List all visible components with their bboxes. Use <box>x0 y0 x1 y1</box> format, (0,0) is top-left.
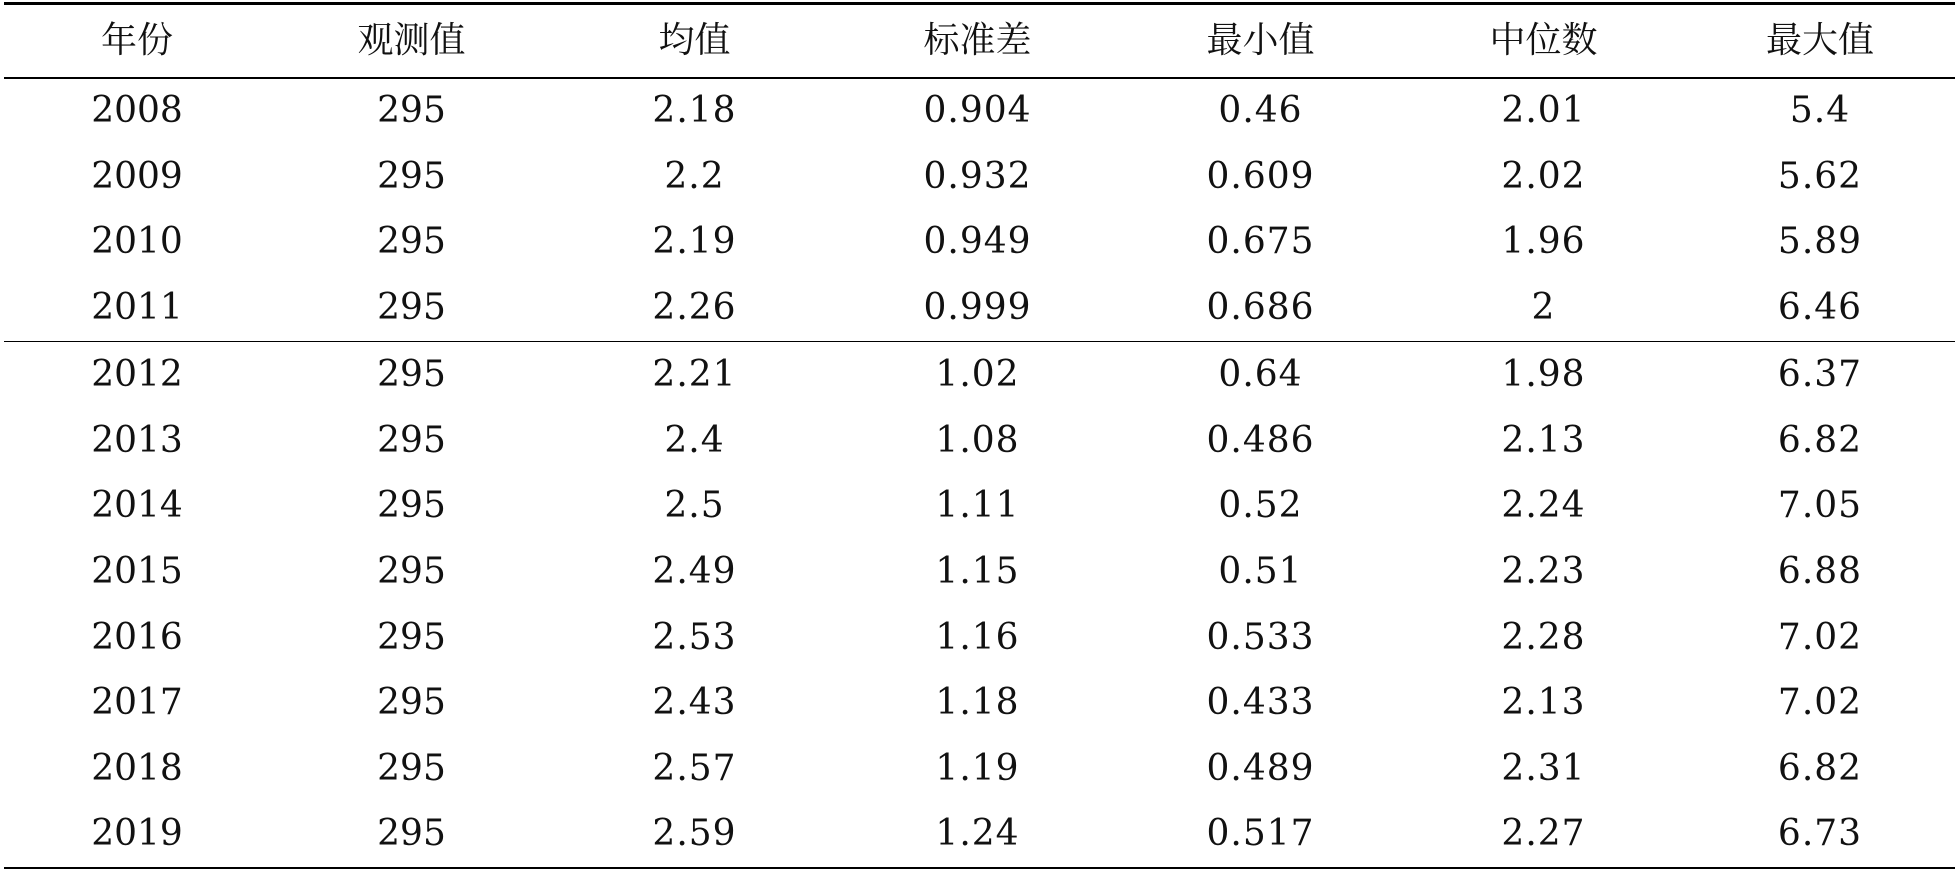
table-row <box>4 539 1955 605</box>
cell-mean: 2.5 <box>664 485 725 527</box>
cell-median: 1.96 <box>1501 221 1586 263</box>
cell-std-dev: 1.11 <box>935 485 1020 527</box>
cell-mean: 2.43 <box>652 682 737 724</box>
cell-median: 2.28 <box>1501 616 1586 658</box>
cell-std-dev: 1.08 <box>935 419 1020 461</box>
cell-year: 2018 <box>91 747 183 789</box>
cell-year: 2008 <box>91 90 183 132</box>
table-row <box>4 342 1955 408</box>
table-row <box>4 144 1955 210</box>
cell-max: 5.89 <box>1777 221 1863 263</box>
cell-median: 2.27 <box>1501 813 1586 855</box>
cell-min: 0.46 <box>1218 90 1303 132</box>
table-row <box>4 605 1955 671</box>
header-observations: 观测值 <box>357 20 466 61</box>
cell-year: 2013 <box>91 419 183 461</box>
cell-min: 0.51 <box>1218 550 1303 592</box>
cell-std-dev: 0.949 <box>923 221 1032 263</box>
cell-min: 0.517 <box>1206 813 1315 855</box>
table-row <box>4 736 1955 802</box>
cell-year: 2011 <box>91 287 183 329</box>
table-row <box>4 670 1955 736</box>
cell-mean: 2.2 <box>664 155 725 197</box>
cell-max: 6.73 <box>1777 813 1863 855</box>
cell-max: 6.82 <box>1777 419 1863 461</box>
cell-observations: 295 <box>377 221 446 263</box>
header-mean: 均值 <box>658 20 731 61</box>
header-min: 最小值 <box>1206 20 1315 61</box>
cell-min: 0.489 <box>1206 747 1315 789</box>
cell-year: 2012 <box>91 354 183 396</box>
cell-mean: 2.26 <box>652 287 737 329</box>
header-year: 年份 <box>100 20 173 61</box>
cell-median: 2.31 <box>1501 747 1586 789</box>
table-row <box>4 802 1955 868</box>
cell-std-dev: 1.16 <box>935 616 1020 658</box>
cell-year: 2015 <box>91 550 183 592</box>
cell-max: 5.62 <box>1777 155 1863 197</box>
table-row <box>4 474 1955 540</box>
cell-std-dev: 1.24 <box>935 813 1020 855</box>
cell-min: 0.433 <box>1206 682 1315 724</box>
cell-median: 2.13 <box>1501 682 1586 724</box>
cell-mean: 2.19 <box>652 221 737 263</box>
cell-mean: 2.57 <box>652 747 737 789</box>
cell-mean: 2.59 <box>652 813 737 855</box>
header-median: 中位数 <box>1489 20 1598 61</box>
table-body <box>4 79 1955 868</box>
cell-std-dev: 0.932 <box>923 155 1032 197</box>
cell-observations: 295 <box>377 747 446 789</box>
cell-observations: 295 <box>377 813 446 855</box>
cell-mean: 2.53 <box>652 616 737 658</box>
header-std-dev: 标准差 <box>923 20 1032 61</box>
cell-mean: 2.21 <box>652 354 737 396</box>
cell-median: 2.24 <box>1501 485 1586 527</box>
cell-observations: 295 <box>377 682 446 724</box>
cell-std-dev: 0.904 <box>923 90 1032 132</box>
cell-mean: 2.18 <box>652 90 737 132</box>
cell-observations: 295 <box>377 287 446 329</box>
cell-std-dev: 1.02 <box>935 354 1020 396</box>
cell-min: 0.675 <box>1206 221 1315 263</box>
cell-year: 2014 <box>91 485 183 527</box>
cell-observations: 295 <box>377 485 446 527</box>
cell-std-dev: 0.999 <box>923 287 1032 329</box>
cell-min: 0.686 <box>1206 287 1315 329</box>
cell-min: 0.533 <box>1206 616 1315 658</box>
cell-max: 6.46 <box>1777 287 1863 329</box>
cell-observations: 295 <box>377 419 446 461</box>
cell-year: 2017 <box>91 682 183 724</box>
table-row <box>4 275 1955 341</box>
cell-max: 7.02 <box>1777 682 1863 724</box>
table-row <box>4 408 1955 474</box>
cell-median: 2 <box>1531 287 1556 329</box>
table-bottom-rule <box>4 867 1955 869</box>
cell-year: 2019 <box>91 813 183 855</box>
cell-observations: 295 <box>377 616 446 658</box>
cell-mean: 2.49 <box>652 550 737 592</box>
cell-max: 6.37 <box>1777 354 1863 396</box>
cell-min: 0.486 <box>1206 419 1315 461</box>
cell-max: 7.05 <box>1777 485 1863 527</box>
cell-observations: 295 <box>377 155 446 197</box>
cell-median: 2.02 <box>1501 155 1586 197</box>
cell-std-dev: 1.18 <box>935 682 1020 724</box>
cell-max: 6.82 <box>1777 747 1863 789</box>
cell-median: 1.98 <box>1501 354 1586 396</box>
cell-year: 2016 <box>91 616 183 658</box>
cell-min: 0.52 <box>1218 485 1303 527</box>
cell-year: 2009 <box>91 155 183 197</box>
cell-std-dev: 1.19 <box>935 747 1020 789</box>
cell-observations: 295 <box>377 550 446 592</box>
cell-std-dev: 1.15 <box>935 550 1020 592</box>
table-header-row <box>4 5 1955 77</box>
cell-observations: 295 <box>377 90 446 132</box>
cell-median: 2.01 <box>1501 90 1586 132</box>
cell-max: 7.02 <box>1777 616 1863 658</box>
cell-median: 2.23 <box>1501 550 1586 592</box>
statistics-table <box>4 0 1955 869</box>
cell-observations: 295 <box>377 354 446 396</box>
table-row <box>4 79 1955 145</box>
cell-median: 2.13 <box>1501 419 1586 461</box>
cell-max: 6.88 <box>1777 550 1863 592</box>
cell-min: 0.609 <box>1206 155 1315 197</box>
table-row <box>4 210 1955 276</box>
cell-max: 5.4 <box>1789 90 1851 132</box>
header-max: 最大值 <box>1765 20 1874 61</box>
cell-mean: 2.4 <box>664 419 725 461</box>
cell-min: 0.64 <box>1218 354 1303 396</box>
cell-year: 2010 <box>91 221 183 263</box>
